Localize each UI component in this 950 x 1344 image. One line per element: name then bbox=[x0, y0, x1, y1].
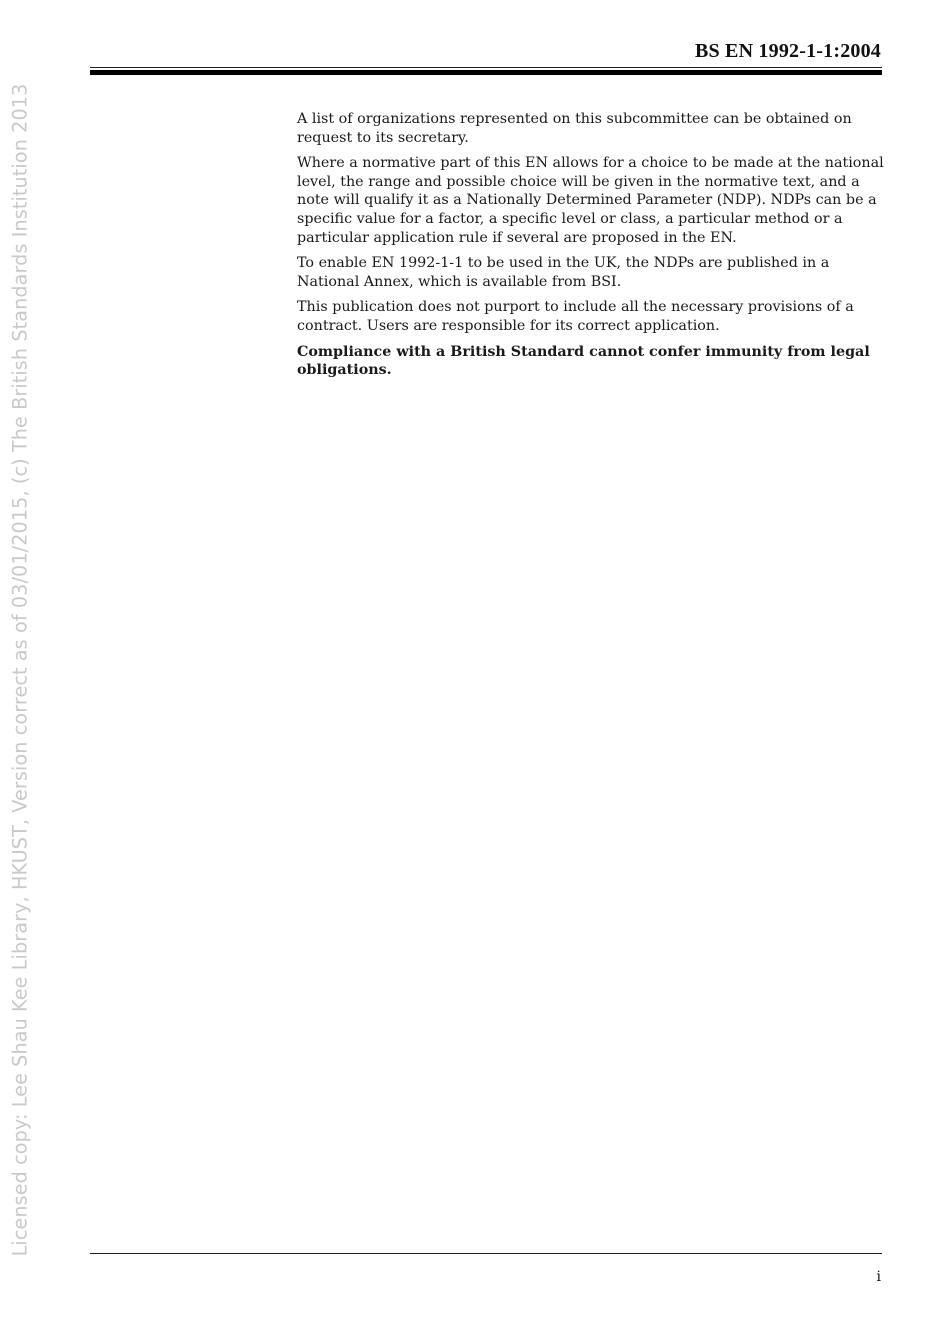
paragraph-contract: This publication does not purport to include all the necessary provisions of a contract. Users are responsible for its correct application. bbox=[297, 299, 854, 334]
page-number: i bbox=[876, 1269, 881, 1285]
body-text bbox=[297, 110, 885, 387]
license-watermark: Licensed copy: Lee Shau Kee Library, HKUST, Version correct as of 03/01/2015, (c) The British Standards Institution 2013 bbox=[8, 83, 32, 1257]
header-rule-thin bbox=[90, 67, 882, 68]
header-rule-thick bbox=[90, 70, 882, 75]
paragraph-organizations: A list of organizations represented on this subcommittee can be obtained on request to its secretary. bbox=[297, 111, 852, 146]
compliance-statement: Compliance with a British Standard cannot confer immunity from legal obligations. bbox=[297, 343, 870, 379]
paragraph-national-annex: To enable EN 1992-1-1 to be used in the UK, the NDPs are published in a National Annex, which is available from BSI. bbox=[297, 255, 830, 290]
paragraph-ndp: Where a normative part of this EN allows for a choice to be made at the national level, the range and possible choice will be given in the normative text, and a note will qualify it as a Nationally Determined Parameter (NDP). NDPs can be a specific value for a factor, a specific level or class, a particular method or a particular application rule if several are proposed in the EN. bbox=[297, 155, 884, 246]
footer-rule bbox=[90, 1253, 882, 1254]
document-code: BS EN 1992-1-1:2004 bbox=[694, 40, 881, 62]
